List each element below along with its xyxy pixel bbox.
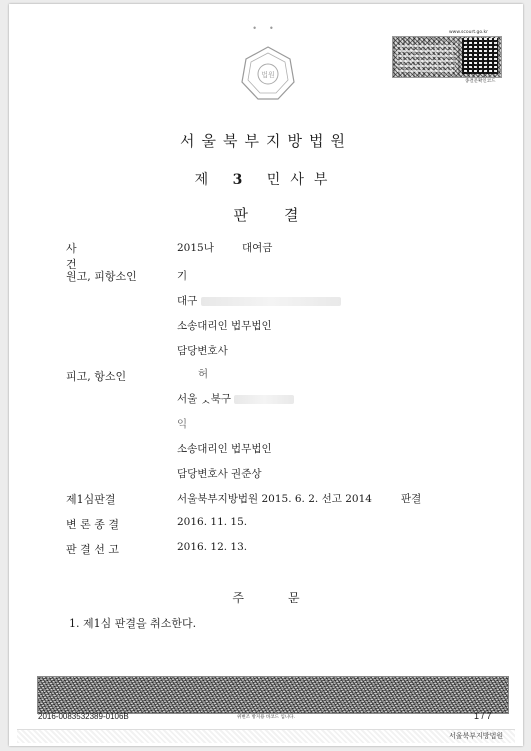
footer-band [17, 729, 515, 743]
footer-court-name: 서울북부지방법원 [449, 732, 504, 740]
sentence-label: 판 결 선 고 [66, 543, 119, 556]
case-name: 대여금 [242, 242, 273, 254]
closing-label: 변 론 종 결 [66, 518, 119, 531]
case-label: 사 건 [66, 242, 99, 271]
court-name: 서울북부지방법원 [180, 132, 352, 150]
document-page [9, 4, 523, 746]
plaintiff-label: 원고, 피항소인 [66, 270, 137, 283]
court-seal-icon [239, 44, 297, 102]
document-number: 2016-0083532389-0106B [38, 712, 129, 721]
order-item: 1. 제1심 판결을 취소한다. [69, 617, 197, 630]
closing-date: 2016. 11. 15. [177, 516, 248, 528]
division-number: 3 [232, 172, 253, 188]
defendant-address-line2: 익 [177, 418, 188, 430]
order-title: 주문 [232, 591, 344, 605]
qr-url: www.scourt.go.kr [449, 30, 488, 35]
defendant-address-text: 서울 ᆺ북구 [177, 393, 232, 405]
anti-forgery-barcode [37, 676, 509, 714]
first-instance-value: 서울북부지방법원 2015. 6. 2. 선고 2014 [177, 493, 372, 505]
division-post: 민사부 [266, 172, 338, 188]
qr-caption: 종결문확인코드 [465, 79, 496, 84]
plaintiff-address-text: 대구 [177, 295, 198, 307]
plaintiff-attorney: 소송대리인 법무법인 [177, 320, 272, 332]
plaintiff-name: 기 [177, 270, 188, 282]
first-instance-suffix: 판결 [401, 493, 422, 505]
seal-crown-marks: •• [252, 24, 286, 33]
document-title: 판결 [233, 206, 335, 224]
defendant-lawyer: 담당변호사 권준상 [177, 468, 262, 480]
first-instance-label: 제1심판결 [66, 493, 116, 506]
qr-code-icon [462, 38, 498, 74]
defendant-attorney: 소송대리인 법무법인 [177, 443, 272, 455]
division-title [9, 169, 523, 189]
division-pre: 제 [194, 172, 219, 188]
plaintiff-lawyer: 담당변호사 [177, 345, 228, 357]
redacted-address [234, 395, 294, 404]
plaintiff-address [177, 293, 341, 308]
redacted-address [201, 297, 341, 306]
defendant-name: 허 [198, 368, 209, 380]
page-number: 1 / 7 [474, 711, 492, 721]
verification-text-pattern [397, 42, 455, 72]
defendant-label: 피고, 항소인 [66, 370, 127, 383]
seal-label: 법원 [261, 71, 275, 79]
defendant-address [177, 391, 294, 406]
case-number: 2015나 [177, 242, 214, 254]
forgery-notice: 위변조 방지용 바코드 입니다. [237, 715, 295, 720]
sentence-date: 2016. 12. 13. [177, 541, 248, 553]
